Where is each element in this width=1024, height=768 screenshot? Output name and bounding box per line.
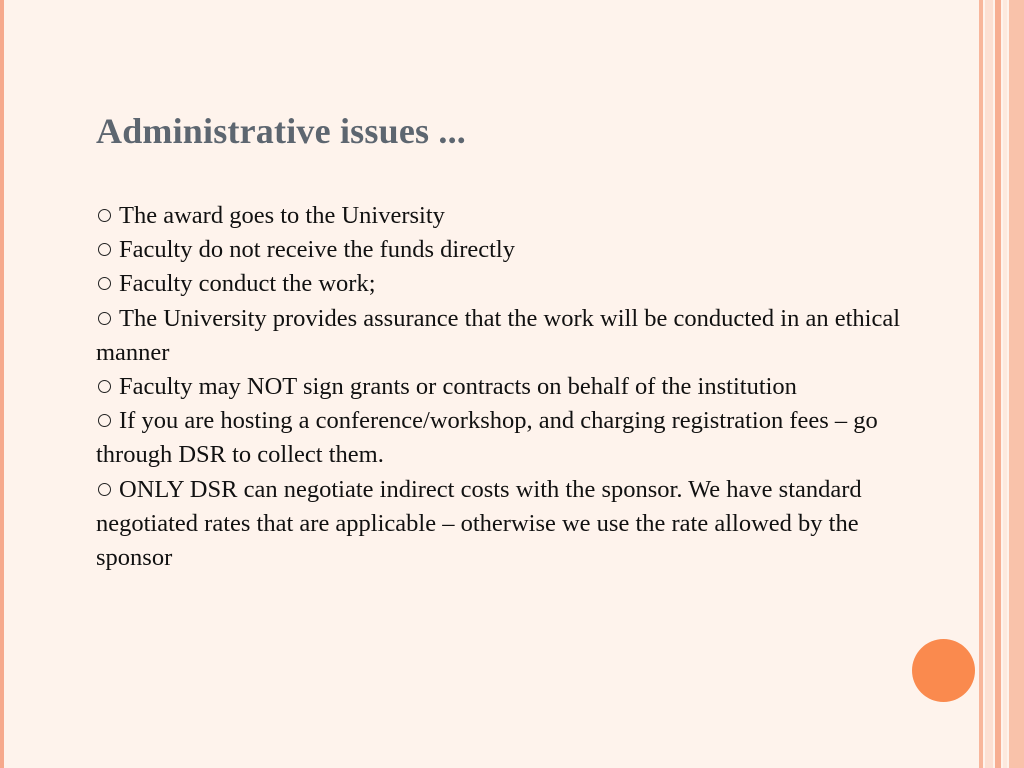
hollow-circle-icon	[98, 312, 111, 325]
slide-title: Administrative issues ...	[96, 111, 467, 151]
hollow-circle-icon	[98, 414, 111, 427]
right-border-stripes	[979, 0, 1024, 768]
bullet-text: If you are hosting a conference/workshop, and charging registration fees – go through DSR to collect them.	[96, 407, 878, 469]
right-stripe-5	[1009, 0, 1024, 768]
bullet-text: Faculty may NOT sign grants or contracts on behalf of the institution	[119, 373, 797, 401]
right-stripe-1	[979, 0, 983, 768]
bullet-item	[96, 473, 906, 576]
bullet-item	[96, 233, 906, 267]
hollow-circle-icon	[98, 209, 111, 222]
decorative-orange-circle	[912, 639, 975, 702]
bullet-text: ONLY DSR can negotiate indirect costs with the sponsor. We have standard negotiated rates that are applicable – otherwise we use the rate allowed by the sponsor	[96, 475, 862, 572]
hollow-circle-icon	[98, 380, 111, 393]
bullet-text: The University provides assurance that the work will be conducted in an ethical manner	[96, 304, 901, 366]
right-stripe-4	[1003, 0, 1007, 768]
right-stripe-2	[985, 0, 993, 768]
right-stripe-3	[995, 0, 1001, 768]
bullet-text: Faculty conduct the work;	[119, 270, 376, 298]
bullet-list	[96, 199, 906, 575]
left-border-stripe	[0, 0, 4, 768]
bullet-item	[96, 267, 906, 301]
hollow-circle-icon	[98, 483, 111, 496]
bullet-item	[96, 404, 906, 472]
hollow-circle-icon	[98, 277, 111, 290]
bullet-item	[96, 199, 906, 233]
bullet-item	[96, 370, 906, 404]
bullet-item	[96, 302, 906, 370]
bullet-text: Faculty do not receive the funds directly	[119, 236, 515, 264]
hollow-circle-icon	[98, 243, 111, 256]
bullet-text: The award goes to the University	[119, 202, 445, 229]
